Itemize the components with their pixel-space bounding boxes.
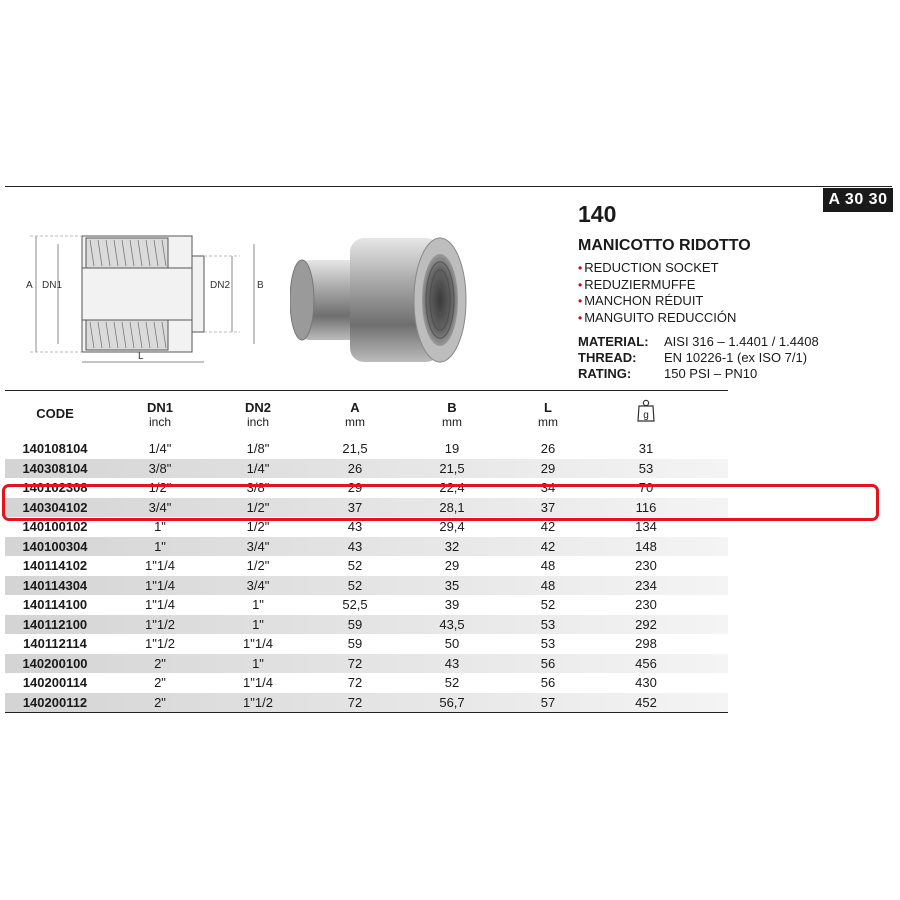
cell-code: 140100304 [22,538,88,554]
cell-dn1: 3/4" [148,499,172,515]
cell-dn2: 1" [252,597,264,612]
cell-l: 48 [540,558,556,573]
cell-l: 37 [540,499,556,515]
cell-a: 43 [347,519,363,534]
header-dn1: DN1 inch [146,400,173,429]
cell-a: 72 [347,694,363,710]
cell-a: 26 [347,460,363,476]
table-row [5,615,728,635]
table-body [5,439,728,712]
cell-dn2: 3/4" [246,577,270,593]
cell-b: 50 [444,636,460,651]
cell-b: 32 [444,538,460,554]
cell-weight: 298 [635,636,657,651]
cell-a: 29 [347,480,363,495]
table-header [5,391,728,439]
cell-a: 59 [347,636,363,651]
header-code: CODE [36,406,74,421]
cell-dn2: 3/4" [246,538,270,554]
cell-dn1: 1/4" [148,441,172,456]
cell-b: 39 [444,597,460,612]
cell-code: 140102308 [22,480,88,495]
cell-dn1: 2" [154,675,166,690]
cell-dn1: 1"1/4 [145,597,175,612]
table-row [5,537,728,557]
header-a: A mm [345,400,365,429]
cell-dn2: 1/2" [246,558,270,573]
cell-dn1: 1" [154,538,166,554]
cell-code: 140200114 [22,675,88,690]
product-code: 140 [578,201,617,227]
cell-b: 22,4 [439,480,465,495]
cell-b: 21,5 [439,460,465,476]
weight-icon [637,399,655,423]
table-row [5,459,728,479]
table-row [5,654,728,674]
cell-l: 29 [540,460,556,476]
cell-code: 140108104 [22,441,88,456]
cell-a: 37 [347,499,363,515]
cell-l: 42 [540,519,556,534]
cell-code: 140112114 [23,636,87,651]
cell-b: 56,7 [439,694,465,710]
cell-code: 140112100 [22,616,88,632]
cell-b: 35 [444,577,460,593]
header-weight [601,399,691,426]
table-row [5,693,728,713]
cell-dn1: 3/8" [148,460,172,476]
bullet-icon: • [578,310,583,325]
spec-row-thread: THREAD: EN 10226-1 (ex ISO 7/1) [578,350,808,365]
cell-a: 72 [347,675,363,690]
cell-code: 140200100 [22,655,88,671]
cell-code: 140114102 [22,558,88,573]
page-badge: A 30 30 [823,188,893,212]
dim-b-label: B [257,280,264,291]
cell-code: 140200112 [22,694,88,710]
cell-dn2: 1" [252,655,264,671]
bullet-icon: • [578,294,583,308]
cell-a: 52,5 [342,597,368,612]
dim-a-label: A [26,280,33,291]
cell-dn2: 1/2" [246,499,270,515]
bullet-icon: • [578,261,583,275]
table-bottom-rule [5,712,728,713]
cell-l: 57 [540,694,556,710]
cell-weight: 292 [635,616,657,632]
cell-code: 140114304 [22,577,88,593]
spec-list [578,334,878,382]
cell-weight: 134 [635,519,657,534]
cell-code: 140304102 [22,499,88,515]
cell-code: 140100102 [22,519,88,534]
cell-dn1: 1/2" [148,480,172,495]
cell-b: 28,1 [439,499,465,515]
cell-b: 43 [444,655,460,671]
cell-weight: 148 [635,538,657,554]
table-row [5,673,728,693]
cell-dn2: 1"1/4 [243,675,273,690]
cell-weight: 116 [635,499,657,515]
cell-weight: 70 [638,480,654,495]
spec-row-material: MATERIAL: AISI 316 – 1.4401 / 1.4408 [578,334,819,349]
cell-dn2: 3/8" [246,480,270,495]
cell-b: 29 [444,558,460,573]
cell-b: 29,4 [439,519,465,534]
cell-weight: 430 [635,675,657,690]
cell-a: 59 [347,616,363,632]
cell-a: 52 [347,577,363,593]
cell-dn2: 1" [252,616,264,632]
dim-dn2-label: DN2 [210,280,231,291]
translation-item: • REDUZIERMUFFE [578,276,696,292]
cell-a: 43 [347,538,363,554]
cell-dn1: 1"1/4 [145,558,175,573]
cell-dn1: 1"1/2 [145,636,175,651]
cell-dn2: 1/2" [246,519,270,534]
cell-a: 72 [347,655,363,671]
table-row [5,439,728,459]
cell-weight: 452 [635,694,657,710]
header-b: B mm [442,400,462,429]
cell-weight: 456 [635,655,657,671]
cell-dn2: 1/8" [246,441,270,456]
svg-text:g: g [643,410,649,421]
cell-l: 53 [540,616,556,632]
cell-weight: 31 [638,441,654,456]
cell-l: 48 [540,577,556,593]
product-info [578,200,878,382]
cell-l: 26 [540,441,556,456]
cell-dn2: 1/4" [246,460,270,476]
cell-b: 43,5 [439,616,465,632]
cell-dn1: 2" [154,655,166,671]
cell-l: 34 [540,480,556,495]
cell-l: 56 [540,655,556,671]
cell-b: 19 [444,441,460,456]
cell-l: 56 [540,675,556,690]
spec-row-rating: RATING: 150 PSI – PN10 [578,366,758,381]
cell-l: 42 [540,538,556,554]
cell-dn1: 2" [154,694,166,710]
top-rule [5,186,892,187]
cell-dn1: 1"1/2 [145,616,175,632]
product-photo [290,220,470,380]
cell-weight: 53 [638,460,654,476]
translation-item: • REDUCTION SOCKET [578,260,719,275]
cell-code: 140308104 [22,460,88,476]
product-name: MANICOTTO RIDOTTO [578,237,751,254]
highlight-box [2,484,879,521]
dim-dn1-label: DN1 [42,280,63,291]
bullet-icon: • [578,277,583,292]
header-l: L mm [538,400,558,429]
technical-drawing [20,222,270,372]
cell-l: 53 [540,636,556,651]
cell-code: 140114100 [22,597,88,612]
cell-dn1: 1" [154,519,166,534]
cell-weight: 230 [635,597,657,612]
cell-a: 52 [347,558,363,573]
dim-l-label: L [138,351,144,362]
cell-l: 52 [540,597,556,612]
table-row [5,556,728,576]
cell-dn2: 1"1/4 [243,636,273,651]
cell-weight: 234 [635,577,657,593]
table-row [5,634,728,654]
header-dn2: DN2 inch [244,400,271,429]
translation-item: • MANCHON RÉDUIT [578,293,704,308]
translation-item: • MANGUITO REDUCCIÓN [578,309,737,325]
cell-dn1: 1"1/4 [145,577,175,593]
cell-b: 52 [444,675,460,690]
translation-list [578,260,878,326]
table-row [5,576,728,596]
cell-dn2: 1"1/2 [243,694,273,710]
table-row [5,595,728,615]
cell-weight: 230 [635,558,657,573]
dimension-table [5,390,728,713]
cell-a: 21,5 [342,441,368,456]
